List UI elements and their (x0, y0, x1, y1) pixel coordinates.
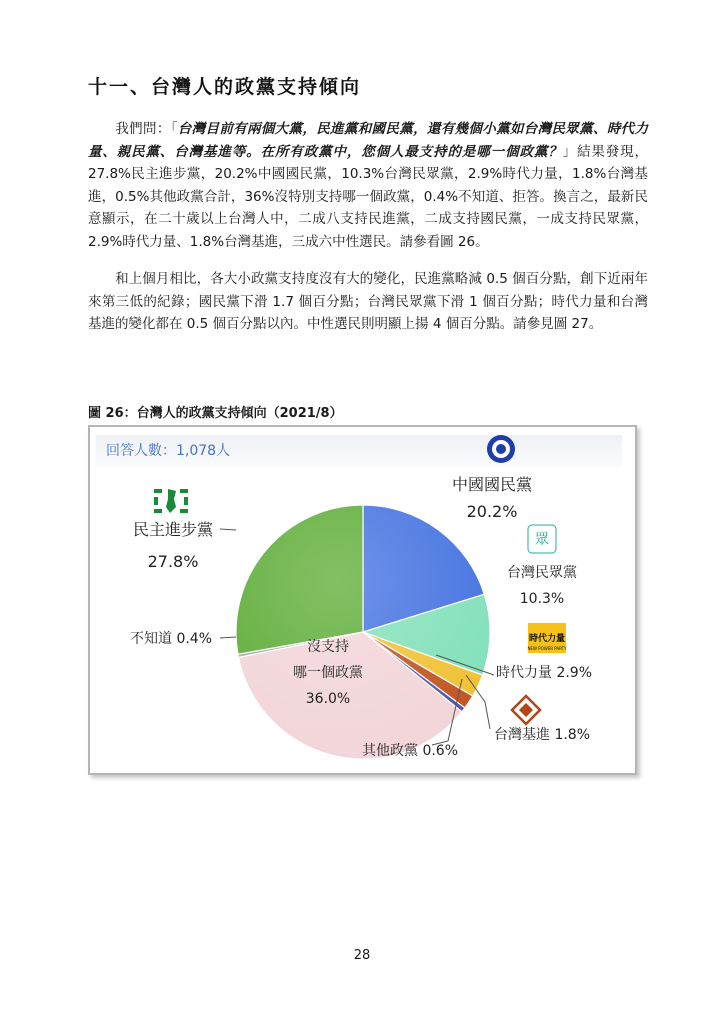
kmt-label: 中國國民黨 (451, 475, 533, 494)
dk-label: 不知道 0.4% (130, 631, 213, 647)
tsp-logo-icon (512, 696, 540, 724)
tsp-label: 台灣基進 1.8% (494, 727, 591, 743)
paragraph-2 (88, 268, 648, 336)
pie-chart (90, 427, 631, 769)
dpp-logo-icon (154, 489, 188, 513)
tpp-logo-mark: 眾 (535, 532, 549, 548)
respondents-count: 回答人數：1,078人 (96, 435, 622, 467)
kmt-value: 20.2% (466, 502, 518, 521)
figure-caption: 圖 26：台灣人的政黨支持傾向（2021/8） (88, 406, 343, 421)
pie-chart-frame (88, 425, 637, 775)
tpp-logo-icon (528, 525, 556, 553)
pie-highlight (236, 505, 490, 759)
npp-logo-icon (527, 623, 567, 653)
npp-logo-sub: NEW POWER PARTY (527, 646, 567, 651)
paragraph-2-text: 和上個月相比，各大小政黨支持度沒有大的變化，民進黨略減 0.5 個百分點，創下近兩年來第三低的紀錄；國民黨下滑 1.7 個百分點；台灣民眾黨下滑 1 個百分點；時代力量和台灣基進的變化都在 0.5 個百分點以內。中性選民則明顯上揚 4 個百分點。請參見圖 27。 (88, 271, 648, 332)
kmt-logo-icon (487, 435, 515, 463)
npp-logo-text: 時代力量 (528, 634, 566, 644)
paragraph-1 (88, 118, 648, 253)
leader-line-dk (220, 637, 236, 638)
none-value: 36.0% (305, 691, 351, 707)
dpp-label: 民主進步黨 (132, 520, 214, 539)
paragraph-1-lead: 我們問：「 (115, 121, 178, 137)
none-label-line1: 沒支持 (307, 639, 349, 655)
tpp-value: 10.3% (519, 591, 565, 607)
dpp-value: 27.8% (147, 552, 199, 571)
page-number: 28 (353, 948, 371, 963)
section-title: 十一、台灣人的政黨支持傾向 (88, 76, 362, 98)
tpp-label: 台灣民眾黨 (507, 565, 577, 581)
paragraph-1-rest: 」結果發現，27.8%民主進步黨，20.2%中國國民黨，10.3%台灣民眾黨，2.9%時代力量，1.8%台灣基進，0.5%其他政黨合計，36%沒特別支持哪一個政黨，0.4%不知道、拒答。換言之，最新民意顯示，在二十歲以上台灣人中，二成八支持民進黨，二成支持國民黨，一成支持民眾黨，2.9%時代力量、1.8%台灣基進，三成六中性選民。請參看圖 26。 (88, 143, 649, 250)
npp-label: 時代力量 2.9% (496, 665, 593, 681)
survey-question: 台灣目前有兩個大黨，民進黨和國民黨，還有幾個小黨如台灣民眾黨、時代力量、親民黨、台灣基進等。在所有政黨中，您個人最支持的是哪一個政黨？ (88, 121, 649, 160)
other-label: 其他政黨 0.6% (362, 743, 459, 759)
none-label-line2: 哪一個政黨 (293, 665, 363, 681)
leader-line-dpp (220, 529, 236, 530)
